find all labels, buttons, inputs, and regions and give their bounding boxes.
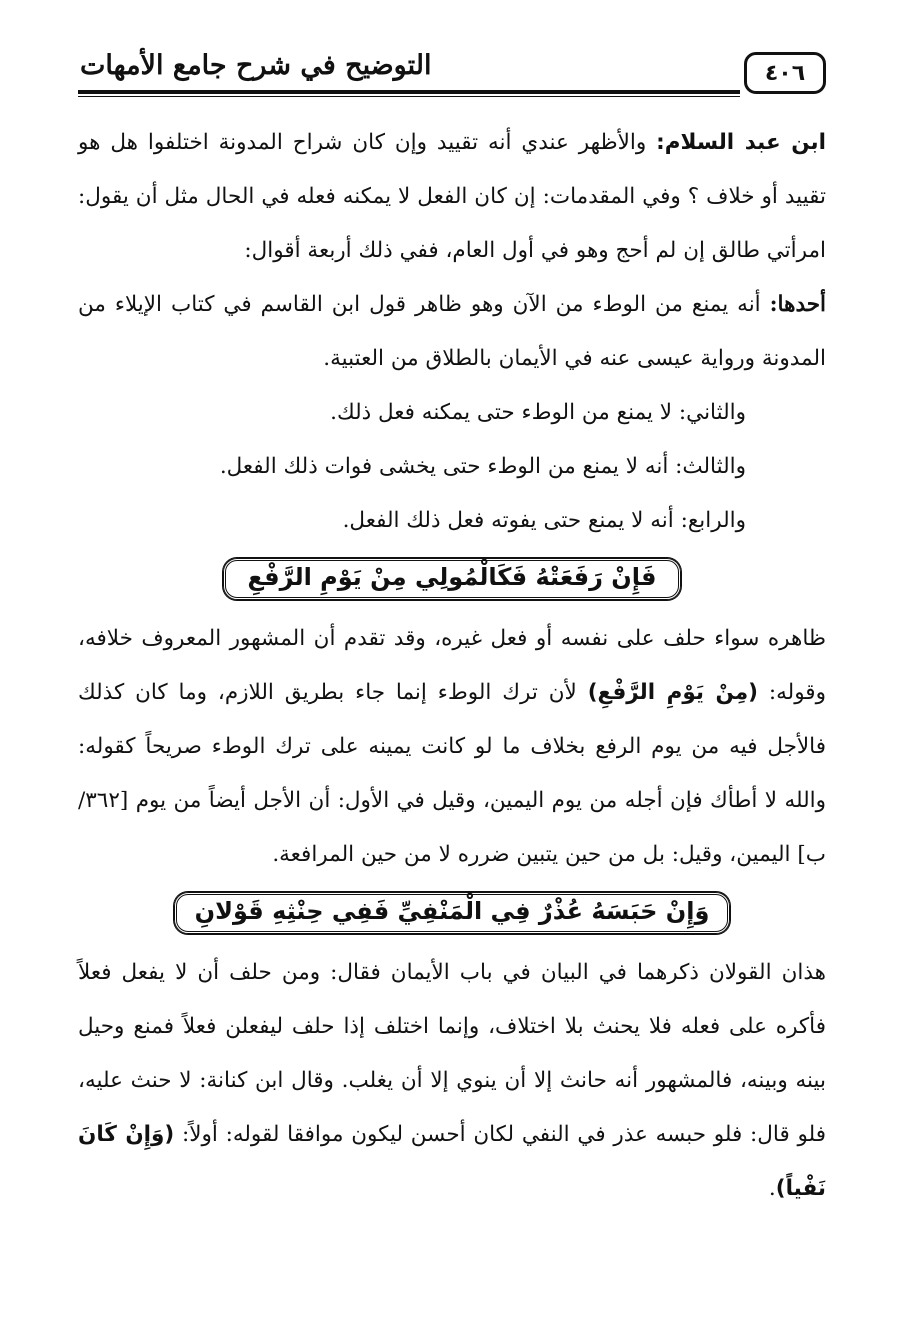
term-first: أحدها:: [769, 292, 826, 317]
page-number-box: [744, 52, 826, 94]
list-item-third: والثالث: أنه لا يمنع من الوطء حتى يخشى فوات ذلك الفعل.: [219, 454, 746, 479]
page-number: ٤٠٦: [764, 60, 806, 86]
paragraph-text: هذان القولان ذكرهما في البيان في باب الأيمان فقال: ومن حلف أن لا يفعل فعلاً فأكره على فعله فلا يحنث بلا اختلاف، وإنما اختلف إذا حلف ليفعلن فعلاً فمنع وحيل بينه وبينه، فالمشهور أنه حانث إلا أن ينوي إلا أن يغلب. وقال ابن كنانة: لا حنث عليه، فلو قال: فلو حبسه عذر في النفي لكان أحسن ليكون موافقا لقوله: أولاً:: [78, 960, 826, 1147]
header-rule-thin: [78, 96, 740, 97]
paragraph-commentary-1: [78, 612, 826, 882]
list-item-fourth: والرابع: أنه لا يمنع حتى يفوته فعل ذلك الفعل.: [342, 508, 746, 533]
paragraph-text: لأن ترك الوطء إنما جاء بطريق اللازم، وما كان كذلك فالأجل فيه من يوم الرفع بخلاف ما لو كانت يمينه على ترك الوطء صريحاً كقوله: والله لا أطأك فإن أجله من يوم اليمين، وقيل في الأول: أن الأجل أيضاً من يوم [٣٦٢/ ب] اليمين، وقيل: بل من حين يتبين ضرره لا من حين المرافعة.: [78, 680, 826, 867]
quoted-matn: (وَإِنْ كَانَ نَفْياً): [78, 1122, 826, 1201]
paragraph-first-opinion: [78, 278, 826, 386]
paragraph-text: .: [768, 1176, 776, 1201]
matn-heading-1: فَإِنْ رَفَعَتْهُ فَكَالْمُولِي مِنْ يَوْمِ الرَّفْعِ: [223, 558, 682, 600]
matn-heading-2: وَإِنْ حَبَسَهُ عُذْرٌ فِي الْمَنْفِيِّ فَفِي حِنْثِهِ قَوْلانِ: [174, 892, 731, 934]
matn-heading-wrap: [78, 892, 826, 934]
page-body: [78, 116, 826, 1216]
paragraph-text: أنه يمنع من الوطء من الآن وهو ظاهر قول ابن القاسم في كتاب الإيلاء من المدونة ورواية عيسى عنه في الأيمان بالطلاق من العتبية.: [78, 292, 826, 371]
header-rule: [78, 90, 740, 94]
paragraph-commentary-2: [78, 946, 826, 1216]
book-title: التوضيح في شرح جامع الأمهات: [80, 50, 432, 81]
paragraph-text: والأظهر عندي أنه تقييد وإن كان شراح المدونة اختلفوا هل هو تقييد أو خلاف ؟ وفي المقدمات: إن كان الفعل لا يمكنه فعله في الحال مثل أن يقول: امرأتي طالق إن لم أحج وهو في أول العام، ففي ذلك أربعة أقوال:: [78, 130, 826, 263]
paragraph-text: ظاهره سواء حلف على نفسه أو فعل غيره، وقد تقدم أن المشهور المعروف خلافه، وقوله:: [78, 626, 826, 705]
matn-heading-wrap: [78, 558, 826, 600]
paragraph-ibn-abd-alsalam: [78, 116, 826, 278]
quoted-matn: (مِنْ يَوْمِ الرَّفْعِ): [587, 680, 758, 705]
list-item-second: والثاني: لا يمنع من الوطء حتى يمكنه فعل ذلك.: [330, 400, 746, 425]
page-header: [78, 42, 826, 104]
term-ibn-abd-alsalam: ابن عبد السلام:: [656, 130, 826, 155]
